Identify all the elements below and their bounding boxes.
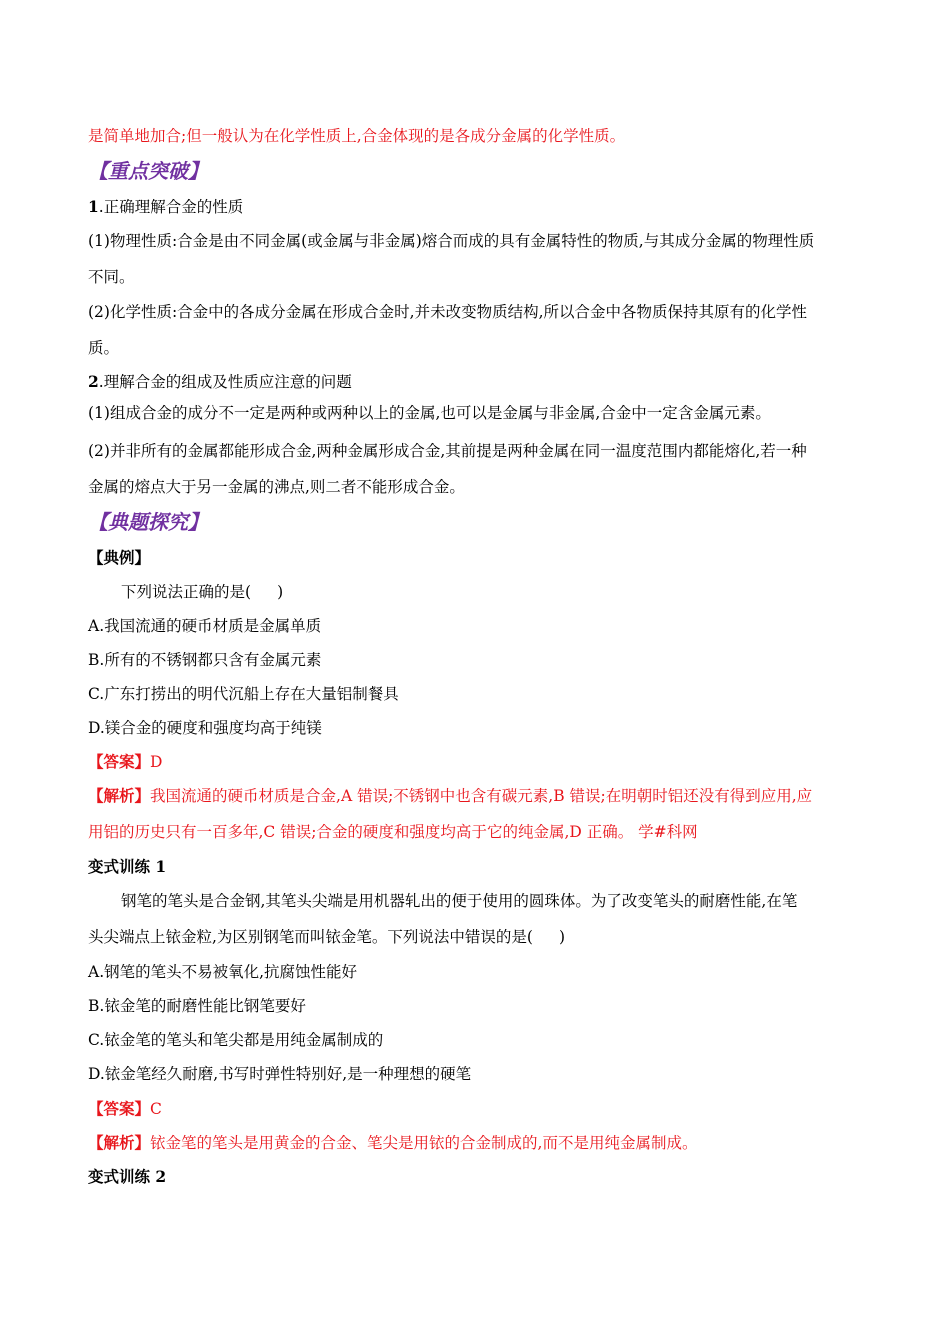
variant1-question-line1: 钢笔的笔头是合金钢,其笔头尖端是用机器轧出的便于使用的圆珠体。为了改变笔头的耐磨性能,在笔 xyxy=(121,892,798,910)
example-option-d: D.镁合金的硬度和强度均高于纯镁 xyxy=(88,719,322,737)
physical-property-line1: (1)物理性质:合金是由不同金属(或金属与非金属)熔合而成的具有金属特性的物质,与其成分金属的物理性质 xyxy=(88,232,815,250)
example-answer xyxy=(88,751,162,773)
variant1-option-b: B.铱金笔的耐磨性能比钢笔要好 xyxy=(88,997,306,1015)
point2-item2-line2: 金属的熔点大于另一金属的沸点,则二者不能形成合金。 xyxy=(88,478,465,496)
point1-title xyxy=(88,196,243,218)
variant1-answer xyxy=(88,1098,162,1120)
variant1-analysis-text: 铱金笔的笔头是用黄金的合金、笔尖是用铱的合金制成的,而不是用纯金属制成。 xyxy=(150,1134,698,1152)
point2-number: 2 xyxy=(88,372,99,391)
example-analysis-text: 我国流通的硬币材质是合金,A 错误;不锈钢中也含有碳元素,B 错误;在明朝时铝还没有得到应用,应 xyxy=(150,787,813,805)
variant1-answer-label: 【答案】 xyxy=(88,1099,151,1118)
point2-item2-line1: (2)并非所有的金属都能形成合金,两种金属形成合金,其前提是两种金属在同一温度范围内都能熔化,若一种 xyxy=(88,442,807,460)
section-title-key-points: 【重点突破】 xyxy=(88,159,208,183)
point1-title-text: .正确理解合金的性质 xyxy=(98,198,244,216)
example-answer-label: 【答案】 xyxy=(88,752,151,771)
point2-title xyxy=(88,371,352,393)
point2-title-text: .理解合金的组成及性质应注意的问题 xyxy=(98,373,352,391)
variant1-option-a: A.钢笔的笔头不易被氧化,抗腐蚀性能好 xyxy=(88,963,358,981)
chemical-property-line2: 质。 xyxy=(88,339,120,357)
example-analysis-line2: 用铝的历史只有一百多年,C 错误;合金的硬度和强度均高于它的纯金属,D 正确。 学#科网 xyxy=(88,823,698,841)
variant1-title: 变式训练 1 xyxy=(88,857,167,876)
point1-number: 1 xyxy=(88,197,99,216)
variant1-option-c: C.铱金笔的笔头和笔尖都是用纯金属制成的 xyxy=(88,1031,384,1049)
intro-text: 是简单地加合;但一般认为在化学性质上,合金体现的是各成分金属的化学性质。 xyxy=(88,127,626,145)
variant1-answer-value: C xyxy=(150,1100,162,1118)
chemical-property-line1: (2)化学性质:合金中的各成分金属在形成合金时,并未改变物质结构,所以合金中各物质保持其原有的化学性 xyxy=(88,303,808,321)
variant1-question-text: 头尖端点上铱金粒,为区别钢笔而叫铱金笔。下列说法中错误的是( xyxy=(88,928,533,946)
variant1-option-d: D.铱金笔经久耐磨,书写时弹性特别好,是一种理想的硬笔 xyxy=(88,1065,472,1083)
example-option-a: A.我国流通的硬币材质是金属单质 xyxy=(88,617,322,635)
example-label: 【典例】 xyxy=(88,548,151,567)
point2-item1: (1)组成合金的成分不一定是两种或两种以上的金属,也可以是金属与非金属,合金中一定含金属元素。 xyxy=(88,404,771,422)
example-analysis-line1 xyxy=(88,785,812,807)
example-option-c: C.广东打捞出的明代沉船上存在大量铝制餐具 xyxy=(88,685,399,703)
physical-property-line2: 不同。 xyxy=(88,268,135,286)
example-question-text: 下列说法正确的是( xyxy=(121,583,252,601)
section-title-examples: 【典题探究】 xyxy=(88,510,208,534)
variant1-question-end: ) xyxy=(558,928,566,946)
example-question-end: ) xyxy=(277,583,284,601)
example-answer-value: D xyxy=(150,753,163,771)
example-question xyxy=(88,581,283,603)
example-option-b: B.所有的不锈钢都只含有金属元素 xyxy=(88,651,322,669)
variant2-title: 变式训练 2 xyxy=(88,1167,167,1186)
variant1-analysis xyxy=(88,1132,697,1154)
variant1-question-line2 xyxy=(88,926,565,948)
variant1-analysis-label: 【解析】 xyxy=(88,1133,151,1152)
example-analysis-label: 【解析】 xyxy=(88,786,151,805)
